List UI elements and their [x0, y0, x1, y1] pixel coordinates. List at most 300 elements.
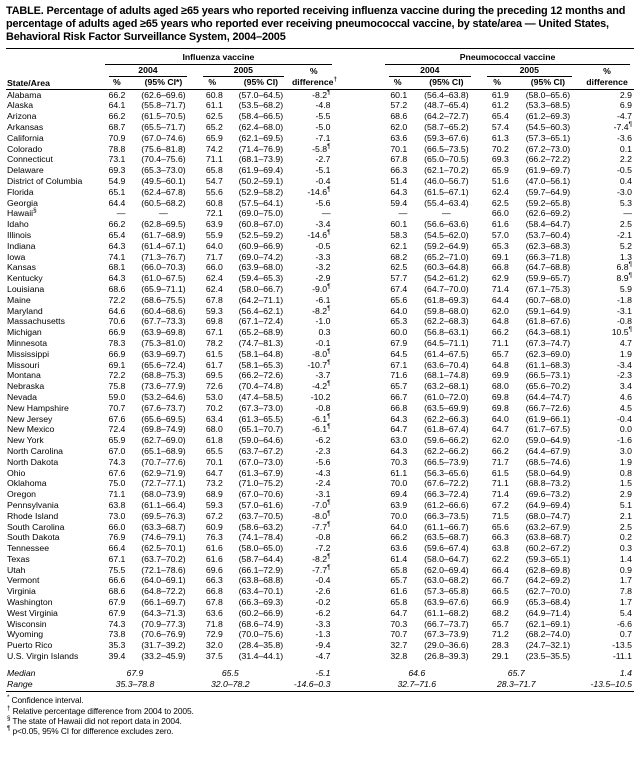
- value-cell: (61.9–69.4): [238, 165, 284, 176]
- value-cell: 71.1: [205, 154, 223, 165]
- value-cell: (31.7–39.2): [141, 640, 186, 651]
- column-gap: [336, 154, 382, 165]
- value-cell: (71.3–76.7): [141, 251, 186, 262]
- value-cell: 1.3: [619, 251, 632, 262]
- value-cell: 65.7: [491, 618, 509, 629]
- value-cell: 63.4: [205, 413, 223, 424]
- value-cell: (65.0–70.5): [424, 154, 469, 165]
- value-cell: 64.3: [390, 445, 408, 456]
- value-cell: 2.9: [619, 89, 632, 100]
- value-cell: (58.4–66.5): [238, 111, 284, 122]
- table-row: [6, 198, 634, 209]
- value-cell: -2.6: [315, 586, 331, 597]
- value-cell: 71.7: [491, 456, 509, 467]
- value-cell: (59.3–65.1): [525, 553, 571, 564]
- value-cell: 73.2: [205, 478, 223, 489]
- value-cell: 65.7: [390, 575, 408, 586]
- column-gap: [336, 554, 382, 565]
- value-cell: 32.0: [205, 640, 223, 651]
- column-gap: [336, 176, 382, 187]
- column-gap: [336, 349, 382, 360]
- value-cell: (70.0–75.6): [238, 629, 284, 640]
- state-name: Maine: [7, 294, 31, 305]
- state-name: Indiana: [7, 240, 36, 251]
- table-row: [6, 154, 634, 165]
- column-gap: [336, 575, 382, 586]
- value-cell: (57.3–65.1): [525, 132, 571, 143]
- table-row: [6, 349, 634, 360]
- footnote-marker: ¶: [327, 509, 331, 517]
- state-name: Vermont: [7, 575, 40, 586]
- value-cell: —: [623, 208, 632, 219]
- value-cell: -3.1: [315, 489, 331, 500]
- value-cell: (65.3–73.0): [141, 165, 186, 176]
- value-cell: -0.2: [315, 597, 331, 608]
- value-cell: (61.8–69.3): [424, 294, 469, 305]
- value-cell: 71.7: [205, 251, 223, 262]
- table-row: [6, 489, 634, 500]
- value-cell: 74.1: [108, 251, 126, 262]
- value-cell: (59.6–67.4): [424, 543, 469, 554]
- value-cell: 61.9: [491, 89, 509, 100]
- column-gap: [336, 133, 382, 144]
- table-row: [6, 219, 634, 230]
- state-name: Maryland: [7, 305, 43, 316]
- value-cell: -3.4: [617, 359, 632, 370]
- value-cell: (67.0–73.0): [238, 456, 284, 467]
- value-cell: (64.3–71.3): [141, 607, 186, 618]
- value-cell: -6.1: [315, 294, 331, 305]
- value-cell: (54.5–62.0): [424, 229, 469, 240]
- value-cell: (67.3–73.9): [424, 629, 469, 640]
- value-cell: (60.2–67.2): [525, 543, 571, 554]
- value-cell: 57.4: [491, 122, 509, 133]
- value-cell: 67.8: [390, 154, 408, 165]
- footnote-marker: ¶: [327, 283, 331, 291]
- value-cell: (66.3–72.4): [424, 489, 469, 500]
- value-cell: (61.1–68.3): [525, 359, 571, 370]
- column-gap: [336, 629, 382, 640]
- column-gap: [336, 230, 382, 241]
- value-cell: (61.9–69.7): [525, 165, 571, 176]
- value-cell: 64.3: [108, 240, 126, 251]
- value-cell: (59.3–67.6): [424, 132, 469, 143]
- state-name: Virginia: [7, 586, 36, 597]
- value-cell: -10.7¶: [307, 358, 331, 370]
- value-cell: 60.1: [390, 89, 408, 100]
- value-cell: -2.3: [315, 445, 331, 456]
- value-cell: 66.6: [108, 575, 126, 586]
- table-title: TABLE. Percentage of adults aged ≥65 years who reported receiving influenza vaccine during the preceding 12 months and percentage of adults aged ≥65 years who reported ever receiving pneumococcal vaccine, by state/area — United States, Behavioral Risk Factor Surveillance System, 2004–2005: [6, 5, 626, 44]
- value-cell: -4.2¶: [312, 380, 331, 392]
- value-cell: 70.2: [205, 402, 223, 413]
- value-cell: 65.9: [491, 165, 509, 176]
- value-cell: (62.8–69.5): [141, 219, 186, 230]
- value-cell: 65.3: [390, 316, 408, 327]
- value-cell: -0.4: [315, 176, 331, 186]
- value-cell: 3.0: [619, 445, 632, 456]
- value-cell: 71.1: [108, 489, 126, 500]
- summary-value: 32.0–78.2: [195, 679, 292, 692]
- value-cell: 73.8: [108, 629, 126, 640]
- value-cell: (69.6–73.2): [525, 489, 571, 500]
- value-cell: 75.0: [108, 478, 126, 489]
- footnote-marker: †: [7, 704, 11, 712]
- value-cell: -0.5: [315, 240, 331, 251]
- value-cell: (64.2–69.2): [525, 575, 571, 586]
- value-cell: (63.7–70.2): [141, 553, 186, 564]
- value-cell: 67.9: [108, 597, 126, 608]
- value-cell: 61.3: [491, 132, 509, 143]
- column-gap: [336, 89, 382, 100]
- value-cell: (65.6–70.2): [525, 381, 571, 392]
- value-cell: (62.2–66.2): [424, 445, 469, 456]
- value-cell: 64.3: [108, 273, 126, 284]
- state-name: Florida: [7, 186, 34, 197]
- column-gap: [336, 122, 382, 133]
- value-cell: 64.8: [491, 359, 509, 370]
- value-cell: -2.3: [617, 370, 632, 381]
- value-cell: 69.1: [108, 359, 126, 370]
- value-cell: (64.2–71.1): [238, 294, 284, 305]
- value-cell: 4.7: [619, 337, 632, 348]
- value-cell: 0.0: [619, 424, 632, 435]
- value-cell: (68.2–74.0): [525, 629, 571, 640]
- flu-2005-ci-header: (95% CI): [230, 77, 292, 89]
- value-cell: (60.7–68.0): [525, 294, 571, 305]
- value-cell: (63.8–68.7): [525, 532, 571, 543]
- value-cell: (63.2–68.1): [424, 381, 469, 392]
- value-cell: (70.9–77.3): [141, 618, 186, 629]
- value-cell: -8.2¶: [312, 88, 331, 100]
- column-gap: [336, 316, 382, 327]
- value-cell: (61.2–69.3): [525, 111, 571, 122]
- summary-value: Median: [7, 667, 36, 678]
- table-row: [6, 543, 634, 554]
- value-cell: -1.0: [315, 316, 331, 327]
- state-name: Oregon: [7, 489, 36, 500]
- value-cell: 62.4: [491, 186, 509, 197]
- footnote-line: * Confidence interval.: [7, 694, 84, 706]
- state-name: California: [7, 132, 44, 143]
- value-cell: (70.4–75.6): [141, 154, 186, 165]
- value-cell: 51.6: [491, 176, 509, 186]
- value-cell: 70.9: [108, 132, 126, 143]
- state-name: Montana: [7, 370, 41, 381]
- value-cell: (66.1–69.7): [141, 597, 186, 608]
- value-cell: 67.6: [108, 467, 126, 478]
- value-cell: 72.1: [205, 208, 223, 219]
- state-area-header: State/Area: [6, 49, 101, 89]
- value-cell: (53.2–64.6): [141, 391, 186, 402]
- table-row: [6, 370, 634, 381]
- summary-value: 67.9: [126, 667, 144, 678]
- value-cell: (67.3–73.0): [238, 402, 284, 413]
- value-cell: (63.9–67.6): [424, 597, 469, 608]
- state-name: Nevada: [7, 391, 37, 402]
- value-cell: 65.9: [108, 435, 126, 446]
- value-cell: 63.8: [108, 499, 126, 510]
- state-name: West Virginia: [7, 607, 58, 618]
- value-cell: -5.6: [315, 456, 331, 467]
- value-cell: (69.0–74.2): [238, 251, 284, 262]
- value-cell: (60.9–66.9): [238, 240, 284, 251]
- value-cell: 69.3: [108, 165, 126, 176]
- pneumococcal-group-header: [381, 49, 634, 65]
- value-cell: 2.9: [619, 489, 632, 500]
- value-cell: (62.5–70.1): [141, 543, 186, 554]
- value-cell: -3.6: [617, 132, 632, 143]
- column-gap: [336, 338, 382, 349]
- state-name: Idaho: [7, 219, 29, 230]
- value-cell: 61.6: [205, 543, 223, 554]
- column-gap: [336, 370, 382, 381]
- table-row: [6, 273, 634, 284]
- value-cell: 61.5: [205, 348, 223, 359]
- value-cell: (64.8–72.2): [141, 586, 186, 597]
- value-cell: 76.9: [108, 532, 126, 543]
- column-gap: [336, 144, 382, 155]
- table-row: [6, 338, 634, 349]
- value-cell: 64.5: [390, 348, 408, 359]
- table-row: [6, 554, 634, 565]
- column-gap: [336, 522, 382, 533]
- column-gap: [336, 565, 382, 576]
- column-gap: [336, 262, 382, 273]
- value-cell: -4.3: [315, 467, 331, 478]
- value-cell: (57.5–64.1): [238, 197, 284, 208]
- value-cell: (64.3–68.1): [525, 327, 571, 338]
- flu-2004-pct-header: %: [101, 77, 132, 89]
- value-cell: (64.0–69.1): [141, 575, 186, 586]
- column-gap: [336, 532, 382, 543]
- value-cell: (62.4–67.8): [141, 186, 186, 197]
- column-gap: [336, 392, 382, 403]
- value-cell: 78.2: [205, 337, 223, 348]
- value-cell: (23.5–35.5): [525, 651, 571, 662]
- value-cell: (59.8–68.0): [424, 305, 469, 316]
- value-cell: (62.7–69.0): [141, 435, 186, 446]
- state-name: New Jersey: [7, 413, 53, 424]
- value-cell: (65.1–68.9): [141, 445, 186, 456]
- value-cell: 65.9: [205, 132, 223, 143]
- value-cell: (59.7–64.9): [525, 186, 571, 197]
- value-cell: (55.4–63.4): [424, 197, 469, 208]
- value-cell: -14.6¶: [307, 229, 331, 240]
- value-cell: 70.3: [390, 456, 408, 467]
- value-cell: 64.3: [390, 186, 408, 197]
- footnote-marker: §: [33, 207, 37, 215]
- value-cell: 71.8: [205, 618, 223, 629]
- value-cell: 69.8: [205, 316, 223, 327]
- value-cell: (73.6–77.9): [141, 381, 186, 392]
- table-row: [6, 597, 634, 608]
- value-cell: 0.2: [619, 532, 632, 543]
- value-cell: (66.3–69.3): [238, 597, 284, 608]
- value-cell: 66.2: [108, 219, 126, 230]
- value-cell: (69.0–75.0): [238, 208, 284, 219]
- footnote-marker: ¶: [327, 412, 331, 420]
- value-cell: (67.6–72.2): [424, 478, 469, 489]
- value-cell: 57.2: [390, 100, 408, 111]
- value-cell: (69.8–74.9): [141, 424, 186, 435]
- value-cell: -2.1: [617, 229, 632, 240]
- value-cell: —: [321, 208, 331, 219]
- value-cell: 65.7: [491, 348, 509, 359]
- value-cell: (68.5–74.6): [525, 456, 571, 467]
- footnote-marker: ¶: [327, 304, 331, 312]
- pneu-2005-ci-header: (95% CI): [516, 77, 580, 89]
- value-cell: 66.8: [205, 586, 223, 597]
- value-cell: 64.3: [390, 413, 408, 424]
- value-cell: (60.3–64.8): [424, 262, 469, 273]
- footnote-marker: §: [7, 715, 11, 723]
- value-cell: 7.8: [619, 586, 632, 597]
- value-cell: 1.7: [619, 575, 632, 586]
- value-cell: 5.9: [619, 283, 632, 294]
- summary-value: 1.4: [619, 667, 632, 678]
- value-cell: 65.5: [205, 445, 223, 456]
- value-cell: (61.8–67.6): [525, 316, 571, 327]
- value-cell: (68.6–74.9): [238, 618, 284, 629]
- value-cell: (60.4–68.6): [141, 305, 186, 316]
- value-cell: 64.7: [491, 424, 509, 435]
- value-cell: 66.2: [491, 445, 509, 456]
- table-row: [6, 651, 634, 662]
- value-cell: -8.0¶: [312, 347, 331, 359]
- value-cell: 1.7: [619, 597, 632, 608]
- footnote-marker: ¶: [327, 553, 331, 560]
- value-cell: 65.7: [390, 381, 408, 392]
- value-cell: 53.0: [205, 391, 223, 402]
- value-cell: (71.0–75.2): [238, 478, 284, 489]
- footnote-line: ¶ p<0.05, 95% CI for difference excludes zero.: [7, 725, 174, 737]
- value-cell: 62.4: [205, 273, 223, 284]
- value-cell: (62.4–68.0): [238, 122, 284, 133]
- footnote-marker: ¶: [327, 185, 331, 193]
- value-cell: 62.5: [390, 262, 408, 273]
- value-cell: 28.3: [491, 640, 509, 651]
- value-cell: (59.0–64.6): [238, 435, 284, 446]
- value-cell: (57.0–64.5): [238, 89, 284, 100]
- column-gap: [336, 252, 382, 263]
- column-gap: [336, 543, 382, 554]
- column-gap: [336, 198, 382, 209]
- value-cell: 66.2: [390, 532, 408, 543]
- state-name: South Dakota: [7, 532, 60, 543]
- value-cell: 63.9: [205, 219, 223, 230]
- table-row: [6, 327, 634, 338]
- value-cell: (61.0–72.0): [424, 391, 469, 402]
- value-cell: -6.2: [315, 435, 331, 446]
- state-name: Rhode Island: [7, 510, 59, 521]
- value-cell: 0.4: [619, 176, 632, 186]
- value-cell: (61.1–66.4): [141, 499, 186, 510]
- value-cell: (29.0–36.6): [424, 640, 469, 651]
- dagger-footnote-marker: †: [333, 75, 338, 83]
- table-row: [6, 435, 634, 446]
- value-cell: 68.6: [108, 586, 126, 597]
- table-row: [6, 230, 634, 241]
- value-cell: (59.4–65.3): [238, 273, 284, 284]
- value-cell: (62.2–66.3): [424, 413, 469, 424]
- pneumococcal-2004-header: 2004: [381, 65, 478, 77]
- value-cell: (63.6–70.4): [424, 359, 469, 370]
- value-cell: 63.8: [491, 543, 509, 554]
- value-cell: (64.4–67.9): [525, 445, 571, 456]
- value-cell: (62.6–69.2): [525, 208, 571, 219]
- value-cell: (59.0–64.9): [525, 435, 571, 446]
- value-cell: (61.5–70.5): [141, 111, 186, 122]
- state-name: Georgia: [7, 197, 38, 208]
- value-cell: 62.0: [390, 122, 408, 133]
- state-name: Arkansas: [7, 122, 44, 133]
- value-cell: 61.2: [491, 100, 509, 111]
- table-row: [6, 176, 634, 187]
- state-name: Ohio: [7, 467, 26, 478]
- value-cell: 2.2: [619, 154, 632, 165]
- table-row: [6, 262, 634, 273]
- value-cell: 3.4: [619, 381, 632, 392]
- table-row: [6, 360, 634, 371]
- value-cell: 63.0: [390, 435, 408, 446]
- value-cell: 61.1: [390, 467, 408, 478]
- value-cell: -1.6: [617, 435, 632, 446]
- value-cell: (64.9–69.4): [525, 499, 571, 510]
- value-cell: 67.2: [205, 510, 223, 521]
- value-cell: (68.8–75.3): [141, 370, 186, 381]
- summary-value: Range: [6, 679, 101, 692]
- column-gap: [336, 187, 382, 198]
- value-cell: 6.9: [619, 100, 632, 111]
- table-row: [6, 608, 634, 619]
- value-cell: -9.0¶: [312, 283, 331, 294]
- table-row: [6, 640, 634, 651]
- column-gap: [336, 435, 382, 446]
- value-cell: 66.0: [491, 208, 509, 219]
- value-cell: 5.2: [619, 240, 632, 251]
- value-cell: (62.1–69.5): [238, 132, 284, 143]
- value-cell: -8.2¶: [312, 304, 331, 316]
- summary-row-range: [6, 679, 634, 692]
- state-name: Delaware: [7, 165, 44, 176]
- value-cell: 70.7: [108, 402, 126, 413]
- value-cell: 65.4: [108, 229, 126, 240]
- value-cell: 71.4: [491, 283, 509, 294]
- value-cell: (67.0–74.6): [141, 132, 186, 143]
- value-cell: 68.1: [108, 262, 126, 273]
- value-cell: 66.8: [491, 262, 509, 273]
- value-cell: (65.3–68.4): [525, 597, 571, 608]
- value-cell: (63.2–67.9): [525, 521, 571, 532]
- value-cell: (56.6–63.6): [424, 219, 469, 230]
- value-cell: 59.3: [205, 499, 223, 510]
- state-name: South Carolina: [7, 521, 65, 532]
- value-cell: -3.2: [315, 262, 331, 273]
- value-cell: (56.4–63.8): [424, 89, 469, 100]
- value-cell: (63.4–70.1): [238, 586, 284, 597]
- value-cell: 71.1: [491, 337, 509, 348]
- state-name: Louisiana: [7, 283, 45, 294]
- value-cell: (64.2–72.7): [424, 111, 469, 122]
- column-gap: [336, 284, 382, 295]
- value-cell: 70.1: [390, 143, 408, 154]
- value-cell: (65.6–69.5): [141, 413, 186, 424]
- value-cell: (62.1–69.1): [525, 618, 571, 629]
- value-cell: 67.8: [205, 597, 223, 608]
- value-cell: (71.4–76.9): [238, 143, 284, 154]
- summary-row-median: [6, 662, 634, 679]
